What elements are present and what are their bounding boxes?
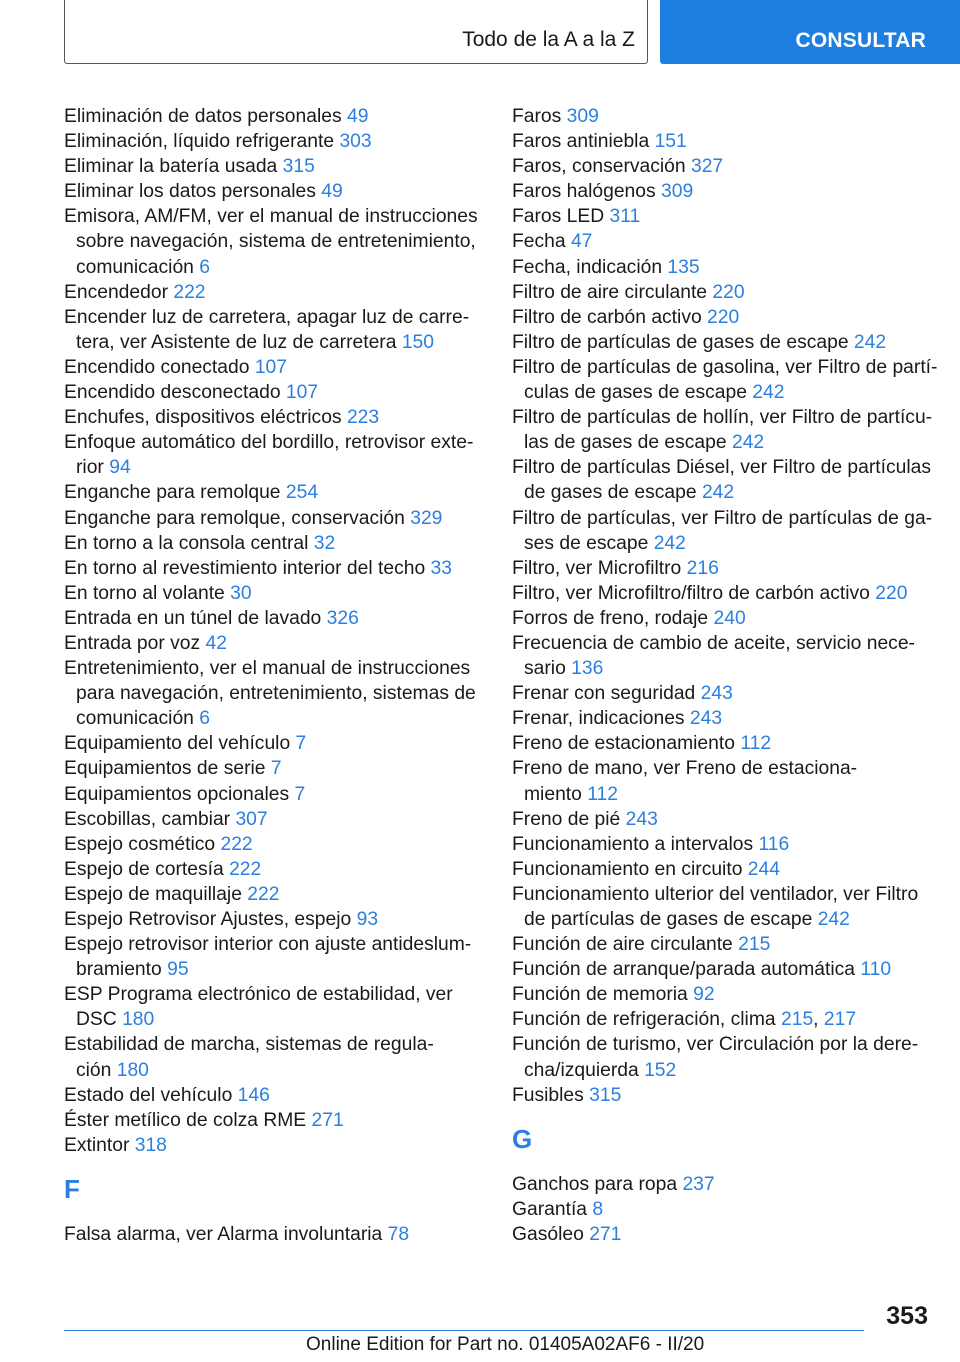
index-entry (64, 380, 484, 405)
entry-term: Funcionamiento a intervalos (512, 833, 754, 855)
index-entry (64, 104, 484, 129)
index-entry (512, 405, 932, 455)
entry-continuation: ción (76, 1059, 112, 1081)
entry-term: Filtro de partículas de hollín, ver Filtro de partícu- (512, 407, 933, 429)
entry-continuation: miento (524, 783, 582, 805)
entry-term: Función de refrigeración, clima (512, 1009, 776, 1031)
page-reference-link[interactable]: 146 (237, 1084, 270, 1106)
entry-term: Enchufes, dispositivos eléctricos (64, 407, 342, 429)
entry-term: Filtro de partículas Diésel, ver Filtro de partículas (512, 457, 931, 479)
index-entry (512, 631, 932, 681)
entry-continuation: cha/izquierda (524, 1059, 639, 1081)
entry-term: Estabilidad de marcha, sistemas de regula- (64, 1034, 434, 1056)
entry-continuation: rior (76, 457, 104, 479)
entry-continuation: comunicación (76, 256, 194, 278)
entry-term: Escobillas, cambiar (64, 808, 231, 830)
entry-term: Fecha (512, 231, 566, 253)
page-reference-link[interactable]: 93 (356, 909, 379, 930)
entry-term: Entretenimiento, ver el manual de instrucciones (64, 658, 471, 680)
index-entry (64, 480, 484, 505)
page-reference-link[interactable]: 303 (339, 131, 372, 153)
page-reference-link[interactable]: 315 (589, 1084, 622, 1106)
entry-term: Garantía (512, 1198, 588, 1220)
index-entry (512, 756, 932, 806)
entry-term: Falsa alarma, ver Alarma involuntaria (64, 1223, 383, 1245)
entry-term: Filtro, ver Microfiltro/filtro de carbón activo (512, 582, 870, 604)
entry-term: Funcionamiento ulterior del ventilador, ver Filtro (512, 883, 919, 905)
entry-term: Frenar con seguridad (512, 683, 696, 705)
index-column-right (512, 104, 938, 1247)
index-entry (512, 1032, 932, 1082)
index-entry (512, 330, 932, 355)
entry-continuation: de gases de escape (524, 482, 697, 504)
entry-continuation: comunicación (76, 708, 194, 730)
page-reference-link[interactable]: 92 (693, 984, 715, 1006)
entry-term: Filtro, ver Microfiltro (512, 557, 682, 579)
entry-term: Enfoque automático del bordillo, retrovisor exte- (64, 432, 474, 454)
index-entry (512, 1172, 932, 1197)
page-reference-link[interactable]: 112 (587, 783, 618, 805)
page-reference-link[interactable]: 8 (592, 1198, 604, 1220)
consultar-tab[interactable] (660, 0, 960, 64)
entry-term: Gasóleo (512, 1223, 584, 1245)
page-reference-link[interactable]: 242 (653, 532, 686, 554)
entry-continuation: para navegación, entretenimiento, sistemas de (76, 683, 476, 705)
entry-term: Filtro de partículas, ver Filtro de partículas de ga- (512, 507, 933, 529)
page-reference-link[interactable]: 254 (285, 482, 319, 504)
index-entry (512, 179, 932, 204)
page-reference-link[interactable]: 329 (410, 507, 443, 529)
index-entry (512, 932, 932, 957)
index-entry (512, 857, 932, 882)
entry-term: Freno de pié (512, 808, 621, 830)
entry-term: Faros halógenos (512, 181, 656, 203)
page-reference-link[interactable]: 244 (747, 858, 780, 880)
page-reference-link[interactable]: 271 (589, 1223, 622, 1245)
page-reference-link[interactable]: 240 (713, 607, 746, 629)
page-reference-link[interactable]: 7 (270, 758, 282, 780)
page-reference-link[interactable]: 215 (781, 1009, 814, 1031)
index-entries-g (512, 1172, 932, 1247)
page-reference-link[interactable]: 42 (205, 632, 227, 654)
index-entry (512, 832, 932, 857)
index-entry (512, 807, 932, 832)
page-reference-link[interactable]: 180 (116, 1059, 149, 1081)
entry-continuation: bramiento (76, 959, 162, 981)
entry-term: Espejo de cortesía (64, 858, 224, 880)
page-reference-link[interactable]: 243 (689, 708, 723, 730)
index-entry (64, 932, 484, 982)
entry-term: Enganche para remolque (64, 482, 281, 504)
page-reference-link[interactable]: 318 (134, 1134, 167, 1156)
entry-term: Forros de freno, rodaje (512, 607, 709, 629)
index-entry (64, 606, 484, 631)
entry-term: Faros (512, 106, 562, 127)
entry-term: Faros antiniebla (512, 131, 650, 153)
index-entry (64, 531, 484, 556)
page-reference-link[interactable]: 78 (387, 1223, 410, 1245)
index-entry (64, 204, 484, 279)
entry-term: Eliminar los datos personales (64, 181, 316, 203)
entry-term: En torno al revestimiento interior del techo (64, 557, 426, 579)
entry-term: Estado del vehículo (64, 1084, 233, 1106)
entry-continuation: DSC (76, 1009, 117, 1031)
index-entry (64, 656, 484, 731)
index-entries (64, 104, 484, 1158)
page-reference-link[interactable]: 220 (875, 582, 908, 604)
section-letter-f: F (64, 1173, 80, 1204)
page-reference-link[interactable]: 33 (430, 557, 452, 579)
entry-term: Equipamiento del vehículo (64, 733, 291, 755)
page-reference-link[interactable]: 7 (295, 733, 307, 755)
index-entry (64, 857, 484, 882)
entry-term: Faros, conservación (512, 156, 686, 178)
page-reference-link[interactable]: 222 (247, 883, 280, 905)
page-reference-link[interactable]: 107 (285, 382, 319, 404)
entry-term: Eliminación, líquido refrigerante (64, 131, 335, 153)
entry-term: Filtro de partículas de gases de escape (512, 331, 849, 353)
page-reference-link[interactable]: 180 (122, 1009, 155, 1031)
entry-term: Función de turismo, ver Circulación por la dere- (512, 1034, 919, 1056)
page-reference-link[interactable]: 215 (738, 934, 771, 956)
page-reference-link[interactable]: 307 (235, 808, 268, 830)
page-reference-link[interactable]: 6 (199, 708, 210, 730)
page-reference-link[interactable]: 222 (173, 281, 206, 303)
index-column-left (64, 104, 484, 1247)
entry-term: Encendedor (64, 281, 168, 303)
entry-continuation: de partículas de gases de escape (524, 909, 813, 930)
entry-term: Filtro de carbón activo (512, 306, 702, 328)
index-entry (64, 405, 484, 430)
entry-term: Espejo Retrovisor Ajustes, espejo (64, 909, 352, 930)
index-entry (512, 731, 932, 756)
index-entry (512, 1197, 932, 1222)
entry-term: Filtro de aire circulante (512, 281, 708, 303)
page-reference-link[interactable]: 326 (326, 607, 359, 629)
section-letter-g: G (512, 1123, 533, 1154)
page-reference-link[interactable]: 309 (661, 181, 694, 203)
index-entry (64, 631, 484, 656)
entry-term: Frecuencia de cambio de aceite, servicio nece- (512, 632, 915, 654)
page-reference-link[interactable]: 151 (654, 131, 687, 153)
index-entry (64, 982, 484, 1032)
page-reference-link[interactable]: 242 (817, 909, 850, 930)
index-entry (512, 280, 932, 305)
page-reference-link[interactable]: 107 (254, 356, 287, 378)
page-reference-link[interactable]: 237 (682, 1173, 715, 1195)
entry-term: Eliminar la batería usada (64, 156, 278, 178)
index-entry (64, 882, 484, 907)
section-title: Todo de la A a la Z (462, 28, 635, 51)
index-entry (64, 506, 484, 531)
index-entry (64, 129, 484, 154)
index-entry (64, 1222, 484, 1247)
entry-term: Fusibles (512, 1084, 584, 1106)
entry-term: Fecha, indicación (512, 256, 663, 278)
page-reference-link[interactable]: 7 (294, 783, 306, 805)
index-entries-f (64, 1222, 484, 1247)
page-reference-link[interactable]: 110 (860, 959, 892, 981)
index-entry (64, 782, 484, 807)
section-header (64, 0, 648, 64)
index-entry (64, 154, 484, 179)
entry-term: Extintor (64, 1134, 130, 1156)
index-entry (512, 681, 932, 706)
index-entry (64, 581, 484, 606)
entry-term: Faros LED (512, 206, 605, 228)
entry-term: Enganche para remolque, conservación (64, 507, 405, 529)
index-entry (64, 556, 484, 581)
index-entry (512, 255, 932, 280)
index-entry (512, 606, 932, 631)
entry-term: Equipamientos de serie (64, 758, 266, 780)
index-entry (64, 1133, 484, 1158)
entry-term: Filtro de partículas de gasolina, ver Filtro de partí- (512, 356, 938, 378)
entry-term: Función de aire circulante (512, 934, 733, 956)
entry-continuation: sobre navegación, sistema de entretenimiento, (76, 231, 476, 253)
index-entry (512, 706, 932, 731)
index-entry (512, 1083, 932, 1108)
page-reference-link[interactable]: 242 (701, 482, 735, 504)
index-entry (512, 355, 938, 405)
page-reference-link[interactable]: 222 (229, 858, 262, 880)
entry-term: Emisora, AM/FM, ver el manual de instrucciones (64, 206, 478, 228)
page-reference-link[interactable]: 135 (667, 256, 700, 278)
entry-term: En torno al volante (64, 582, 225, 604)
page-reference-link[interactable]: 223 (346, 407, 380, 429)
index-entry (512, 104, 932, 129)
page-reference-link[interactable]: 49 (321, 181, 343, 203)
entry-term: Éster metílico de colza RME (64, 1109, 307, 1131)
index-entry (512, 204, 932, 229)
entry-continuation: ses de escape (524, 532, 649, 554)
index-entry (512, 581, 932, 606)
index-entry (512, 129, 932, 154)
entry-term: Entrada por voz (64, 632, 201, 654)
index-entry (512, 982, 932, 1007)
entry-term: Equipamientos opcionales (64, 783, 290, 805)
page-reference-link[interactable]: 116 (758, 833, 790, 855)
entry-term: Freno de estacionamiento (512, 733, 735, 755)
index-entry (512, 1222, 932, 1247)
entry-continuation: culas de gases de escape (524, 382, 747, 404)
entry-term: Freno de mano, ver Freno de estaciona- (512, 758, 858, 780)
index-entry (512, 957, 932, 982)
page-reference-link[interactable]: 242 (731, 432, 765, 454)
entry-term: Entrada en un túnel de lavado (64, 607, 322, 629)
entry-continuation: sario (524, 658, 566, 680)
page-reference-link[interactable]: 315 (282, 156, 315, 178)
page-reference-link[interactable]: 47 (570, 231, 593, 253)
page-reference-link[interactable]: 217 (823, 1009, 857, 1031)
page-reference-link[interactable]: 49 (346, 106, 369, 127)
index-entry (64, 907, 484, 932)
page-reference-link[interactable]: 152 (644, 1059, 677, 1081)
entry-term: Ganchos para ropa (512, 1173, 678, 1195)
index-entry (64, 430, 484, 480)
page-reference-link[interactable]: 243 (625, 808, 658, 830)
index-entry (64, 280, 484, 305)
index-entry (64, 807, 484, 832)
entry-term: Encendido desconectado (64, 382, 281, 404)
index-entry (64, 731, 484, 756)
index-entry (512, 455, 932, 505)
index-entry: Función de refrigeración, clima 215, 217 (512, 1009, 857, 1031)
page-reference-link[interactable]: 136 (571, 658, 604, 680)
entry-term: Espejo retrovisor interior con ajuste antideslum- (64, 934, 472, 956)
entry-term: En torno a la consola central (64, 532, 309, 554)
index-entry (64, 305, 484, 355)
entry-term: Frenar, indicaciones (512, 708, 685, 730)
page-reference-link[interactable]: 242 (752, 382, 785, 404)
page-reference-link[interactable]: 216 (686, 557, 719, 579)
page-reference-link[interactable]: 220 (712, 281, 745, 303)
index-entry (64, 179, 484, 204)
page-reference-link[interactable]: 309 (566, 106, 599, 127)
entry-term: Encender luz de carretera, apagar luz de carre- (64, 306, 470, 328)
index-entry (512, 154, 932, 179)
page-reference-link[interactable]: 32 (313, 532, 336, 554)
entry-continuation: las de gases de escape (524, 432, 727, 454)
entry-continuation: tera, ver Asistente de luz de carretera (76, 331, 397, 353)
page-reference-link[interactable]: 6 (199, 256, 210, 278)
index-entry (64, 1083, 484, 1108)
page-reference-link[interactable]: 242 (853, 331, 887, 353)
entry-term: Eliminación de datos personales (64, 106, 342, 127)
entry-term: Espejo cosmético (64, 833, 216, 855)
index-entry (64, 756, 484, 781)
page-reference-link[interactable]: 112 (740, 733, 772, 755)
index-entry (64, 1032, 484, 1082)
consultar-tab-label: CONSULTAR (795, 29, 926, 52)
index-entry (64, 832, 484, 857)
page-reference-link[interactable]: 311 (609, 206, 641, 228)
entry-term: ESP Programa electrónico de estabilidad, ver (64, 984, 453, 1006)
index-entry (64, 355, 484, 380)
page-reference-link[interactable]: 327 (690, 156, 724, 178)
page-number: 353 (886, 1302, 928, 1330)
page-reference-link[interactable]: 150 (401, 331, 434, 353)
page-reference-link[interactable]: 222 (220, 833, 253, 855)
index-entry (512, 305, 932, 330)
index-entry (512, 556, 932, 581)
entry-term: Encendido conectado (64, 356, 250, 378)
index-entry (512, 229, 932, 254)
page-reference-link[interactable]: 94 (109, 457, 131, 479)
entry-term: Función de memoria (512, 984, 688, 1006)
index-entries (512, 104, 938, 1108)
page-reference-link[interactable]: 220 (707, 306, 740, 328)
footer-divider (64, 1330, 864, 1331)
edition-footer: Online Edition for Part no. 01405A02AF6 - II/20 (306, 1334, 705, 1355)
page-reference-link[interactable]: 271 (311, 1109, 344, 1131)
page-reference-link[interactable]: 243 (700, 683, 733, 705)
index-entry (64, 1108, 484, 1133)
entry-term: Función de arranque/parada automática (512, 959, 856, 981)
page-reference-link[interactable]: 30 (230, 582, 252, 604)
entry-term: Funcionamiento en circuito (512, 858, 743, 880)
entry-term: Espejo de maquillaje (64, 883, 242, 905)
index-entry (512, 882, 932, 932)
index-entry (512, 506, 932, 556)
page-reference-link[interactable]: 95 (167, 959, 189, 981)
